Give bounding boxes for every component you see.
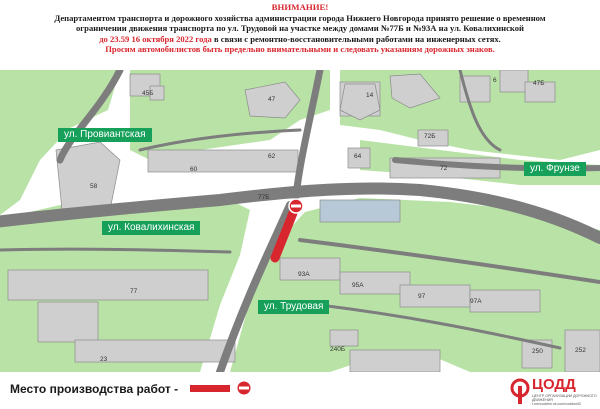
house-number: 240Б bbox=[330, 346, 346, 353]
house-number: 6 bbox=[493, 77, 497, 84]
logo-links: t.me/coddnn vk.com/coddnn52 bbox=[532, 402, 581, 406]
logo-name: ЦОДД bbox=[532, 376, 576, 393]
logo-subtitle bbox=[532, 394, 598, 406]
logo-subtitle-line: ЦЕНТР ОРГАНИЗАЦИИ ДОРОЖНОГО ДВИЖЕНИЯ bbox=[532, 394, 597, 402]
house-number: 77 bbox=[130, 288, 138, 295]
no-entry-sign-icon bbox=[289, 199, 303, 213]
notice-deadline: до 23.59 16 октября 2022 года bbox=[99, 33, 212, 44]
house-number: 95А bbox=[352, 282, 364, 289]
house-number: 45Б bbox=[142, 90, 154, 97]
codd-logo-icon bbox=[510, 378, 530, 406]
codd-logo bbox=[510, 376, 596, 408]
house-number: 97А bbox=[470, 298, 482, 305]
house-number: 72 bbox=[440, 165, 448, 172]
notice-panel bbox=[0, 0, 600, 70]
notice-line-3 bbox=[0, 34, 600, 45]
no-entry-sign-icon bbox=[236, 380, 252, 396]
legend-label: Место производства работ - bbox=[10, 382, 179, 396]
street-label-kovalikhinskaya: ул. Ковалихинская bbox=[102, 221, 200, 235]
house-number: 250 bbox=[532, 348, 543, 355]
house-number: 64 bbox=[354, 153, 362, 160]
house-number: 252 bbox=[575, 347, 586, 354]
house-number: 93А bbox=[298, 271, 310, 278]
notice-line-2: ограничении движения транспорта по ул. Трудовой на участке между домами №77Б и №93А на ул. Ковалихинской bbox=[75, 23, 524, 34]
legend bbox=[0, 372, 600, 409]
street-label-proviantskaya: ул. Провиантская bbox=[58, 128, 152, 142]
house-number: 47Б bbox=[533, 80, 545, 87]
house-number: 23 bbox=[100, 356, 108, 363]
notice-line-4: Просим автомобилистов быть предельно внимательными и следовать указаниям дорожных знаков. bbox=[105, 44, 495, 55]
house-number: 77Б bbox=[258, 194, 270, 201]
house-number: 14 bbox=[366, 92, 374, 99]
notice-line-1: Департаментом транспорта и дорожного хозяйства администрации города Нижнего Новгорода принято решение о временном bbox=[54, 12, 546, 23]
house-number: 58 bbox=[90, 183, 98, 190]
house-number: 62 bbox=[268, 153, 276, 160]
house-number: 60 bbox=[190, 166, 198, 173]
notice-reason: в связи с ремонтно-восстановительными работами на инженерных сетях. bbox=[211, 33, 501, 44]
house-number: 47 bbox=[268, 96, 276, 103]
house-number: 97 bbox=[418, 293, 426, 300]
street-label-trudovaya: ул. Трудовая bbox=[258, 300, 329, 314]
street-label-frunze: ул. Фрунзе bbox=[524, 162, 586, 176]
house-number: 72Б bbox=[424, 133, 436, 140]
notice-title: ВНИМАНИЕ! bbox=[271, 2, 329, 12]
legend-work-zone-swatch bbox=[190, 385, 230, 392]
